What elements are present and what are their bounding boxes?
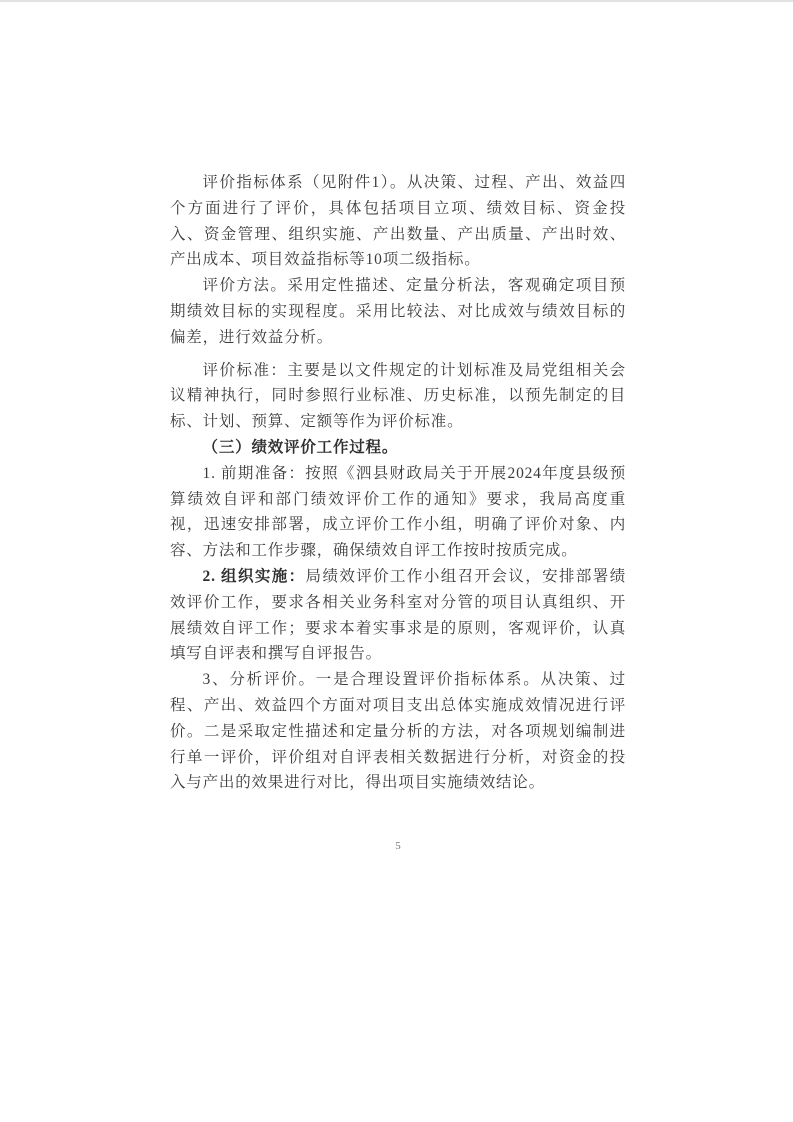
paragraph-eval-indicator-system: 评价指标体系（见附件1）。从决策、过程、产出、效益四个方面进行了评价，具体包括项目立项、绩效目标、资金投入、资金管理、组织实施、产出数量、产出质量、产出时效、产出成本、项目效益指标等10项二级指标。 bbox=[170, 174, 626, 269]
text-column bbox=[170, 170, 626, 796]
paragraph-eval-standard: 评价标准：主要是以文件规定的计划标准及局党组相关会议精神执行，同时参照行业标准、历史标准，以预先制定的目标、计划、预算、定额等作为评价标准。 bbox=[170, 361, 626, 431]
paragraph-implementation-bold-lead: 2. 组织实施： bbox=[202, 567, 306, 585]
paragraph-analysis-evaluation: 3、分析评价。一是合理设置评价指标体系。从决策、过程、产出、效益四个方面对项目支出总体实施成效情况进行评价。二是采取定性描述和定量分析的方法，对各项规划编制进行单一评价，评价组对自评表相关数据进行分析，对资金的投入与产出的效果进行对比，得出项目实施绩效结论。 bbox=[170, 671, 626, 792]
paragraph-organization-implementation bbox=[170, 564, 626, 667]
page-number: 5 bbox=[395, 840, 401, 852]
section-heading-evaluation-work-process: （三）绩效评价工作过程。 bbox=[202, 438, 399, 456]
paragraph-preparation: 1. 前期准备：按照《泗县财政局关于开展2024年度县级预算绩效自评和部门绩效评价工作的通知》要求，我局高度重视，迅速安排部署，成立评价工作小组，明确了评价对象、内容、方法和工作步骤，确保绩效自评工作按时按质完成。 bbox=[170, 464, 626, 560]
paragraph-eval-method: 评价方法。采用定性描述、定量分析法，客观确定项目预期绩效目标的实现程度。采用比较法、对比成效与绩效目标的偏差，进行效益分析。 bbox=[170, 277, 626, 346]
paragraph-implementation-body: 局绩效评价工作小组召开会议，安排部署绩效评价工作，要求各相关业务科室对分管的项目认真组织、开展绩效自评工作；要求本着实事求是的原则，客观评价，认真填写自评表和撰写自评报告。 bbox=[170, 567, 627, 663]
